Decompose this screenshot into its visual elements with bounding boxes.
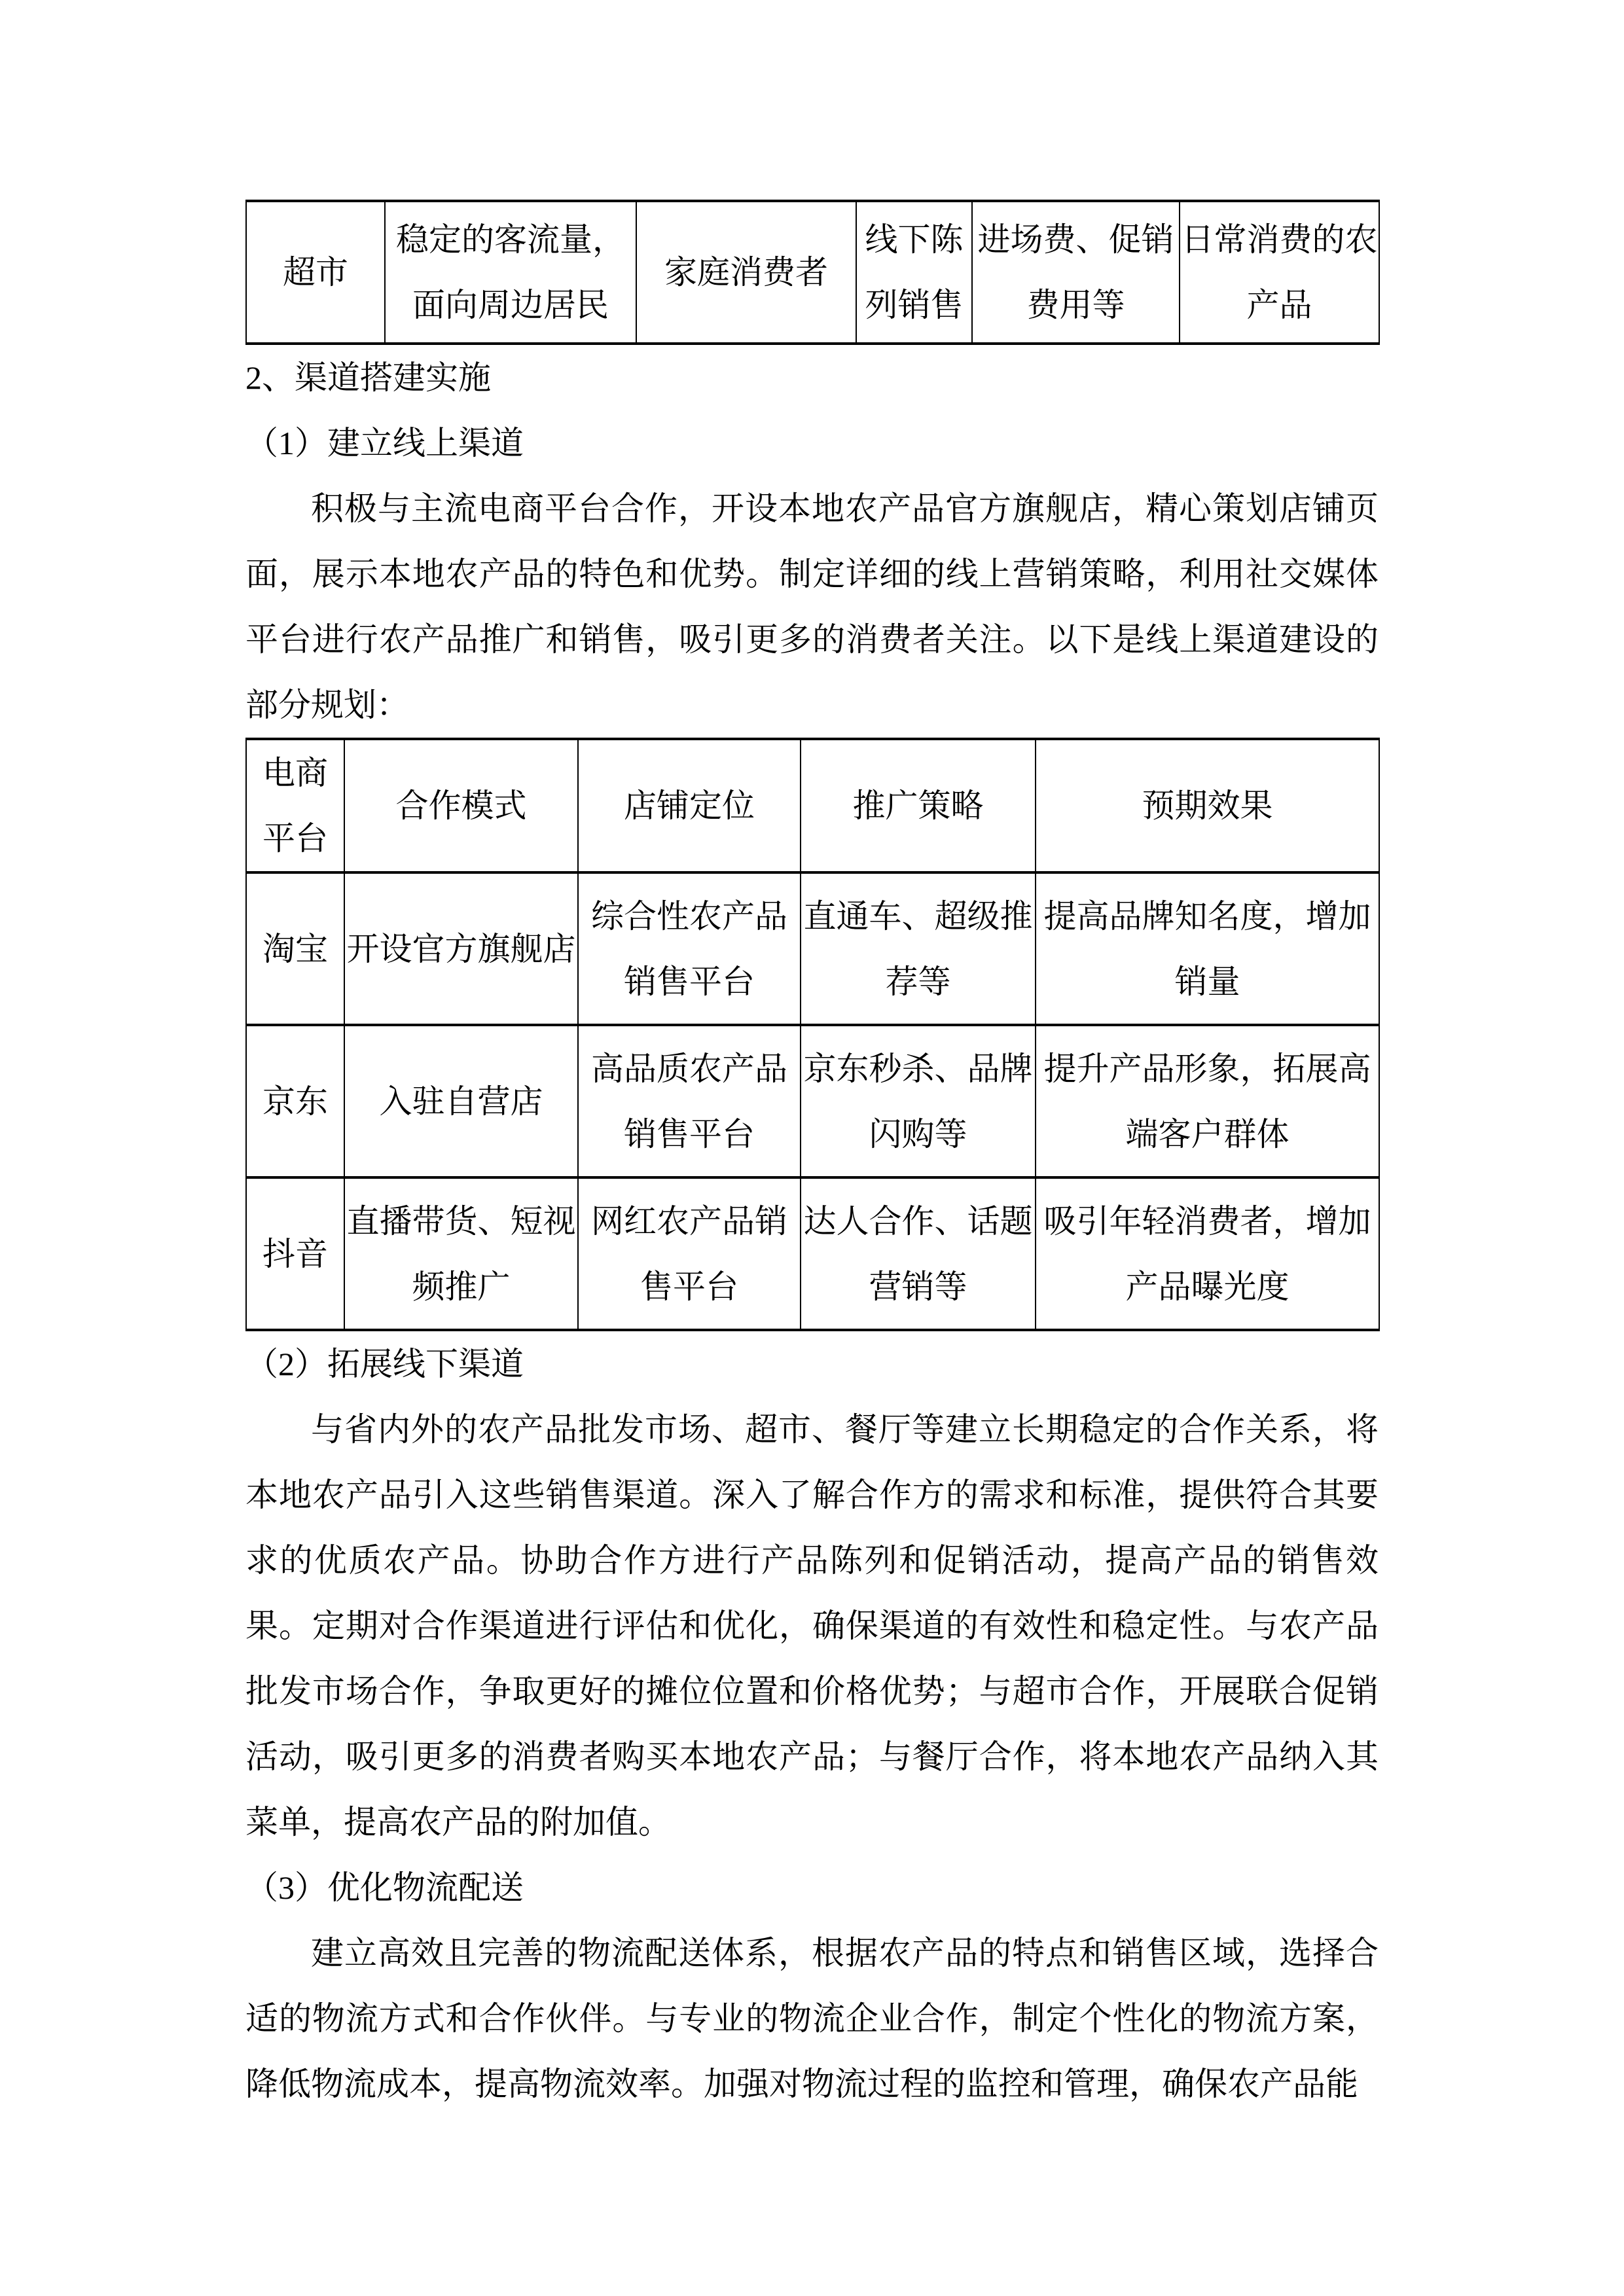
table-cell-cooperation-mode: 入驻自营店: [344, 1025, 578, 1177]
table-cell-platform: 抖音: [246, 1177, 344, 1330]
table-cell-advantage: 稳定的客流量，面向周边居民: [385, 201, 636, 344]
subsection-heading-online-channel: （1）建立线上渠道: [245, 425, 524, 461]
table-cell-store-positioning: 网红农产品销售平台: [578, 1177, 801, 1330]
table-cell-expected-result: 提升产品形象，拓展高端客户群体: [1036, 1025, 1379, 1177]
table-cell-expected-result: 吸引年轻消费者，增加产品曝光度: [1036, 1177, 1379, 1330]
table-cell-cost: 进场费、促销费用等: [972, 201, 1180, 344]
table-header-expected-result: 预期效果: [1036, 739, 1379, 872]
table-header-cooperation-mode: 合作模式: [344, 739, 578, 872]
table-cell-channel: 超市: [246, 201, 385, 344]
table-cell-cooperation-mode: 开设官方旗舰店: [344, 872, 578, 1025]
offline-channel-table-continued: [245, 200, 1380, 345]
table-cell-promotion-strategy: 京东秒杀、品牌闪购等: [801, 1025, 1036, 1177]
table-cell-platform: 淘宝: [246, 872, 344, 1025]
subsection-heading-logistics: （3）优化物流配送: [245, 1869, 524, 1906]
paragraph-logistics: 建立高效且完善的物流配送体系，根据农产品的特点和销售区域，选择合适的物流方式和合作伙伴。与专业的物流企业合作，制定个性化的物流方案，降低物流成本，提高物流效率。加强对物流过程的监控和管理，确保农产品能: [245, 1935, 1379, 2102]
table-cell-cooperation-mode: 直播带货、短视频推广: [344, 1177, 578, 1330]
table-cell-promotion-strategy: 达人合作、话题营销等: [801, 1177, 1036, 1330]
table-cell-customers: 家庭消费者: [636, 201, 856, 344]
table-row-taobao: [246, 872, 1379, 1025]
table-cell-store-positioning: 综合性农产品销售平台: [578, 872, 801, 1025]
table-row-douyin: [246, 1177, 1379, 1330]
table-cell-store-positioning: 高品质农产品销售平台: [578, 1025, 801, 1177]
table-cell-expected-result: 提高品牌知名度，增加销量: [1036, 872, 1379, 1025]
table-row-jd: [246, 1025, 1379, 1177]
table-cell-platform: 京东: [246, 1025, 344, 1177]
paragraph-offline-channel: 与省内外的农产品批发市场、超市、餐厅等建立长期稳定的合作关系，将本地农产品引入这些销售渠道。深入了解合作方的需求和标准，提供符合其要求的优质农产品。协助合作方进行产品陈列和促销活动，提高产品的销售效果。定期对合作渠道进行评估和优化，确保渠道的有效性和稳定性。与农产品批发市场合作，争取更好的摊位位置和价格优势；与超市合作，开展联合促销活动，吸引更多的消费者购买本地农产品；与餐厅合作，将本地农产品纳入其菜单，提高农产品的附加值。: [245, 1411, 1379, 1840]
table-cell-products: 日常消费的农产品: [1180, 201, 1379, 344]
subsection-heading-offline-channel: （2）拓展线下渠道: [245, 1346, 524, 1382]
table-header-platform: 电商平台: [246, 739, 344, 872]
paragraph-online-channel: 积极与主流电商平台合作，开设本地农产品官方旗舰店，精心策划店铺页面，展示本地农产品的特色和优势。制定详细的线上营销策略，利用社交媒体平台进行农产品推广和销售，吸引更多的消费者关注。以下是线上渠道建设的部分规划：: [245, 490, 1379, 723]
table-header-store-positioning: 店铺定位: [578, 739, 801, 872]
table-header-row: [246, 739, 1379, 872]
table-cell-mode: 线下陈列销售: [856, 201, 972, 344]
table-cell-promotion-strategy: 直通车、超级推荐等: [801, 872, 1036, 1025]
ecommerce-platform-table: [245, 738, 1380, 1331]
table-header-promotion-strategy: 推广策略: [801, 739, 1036, 872]
table-row: [246, 201, 1379, 344]
section-heading-channel-implementation: 2、渠道搭建实施: [245, 359, 491, 396]
